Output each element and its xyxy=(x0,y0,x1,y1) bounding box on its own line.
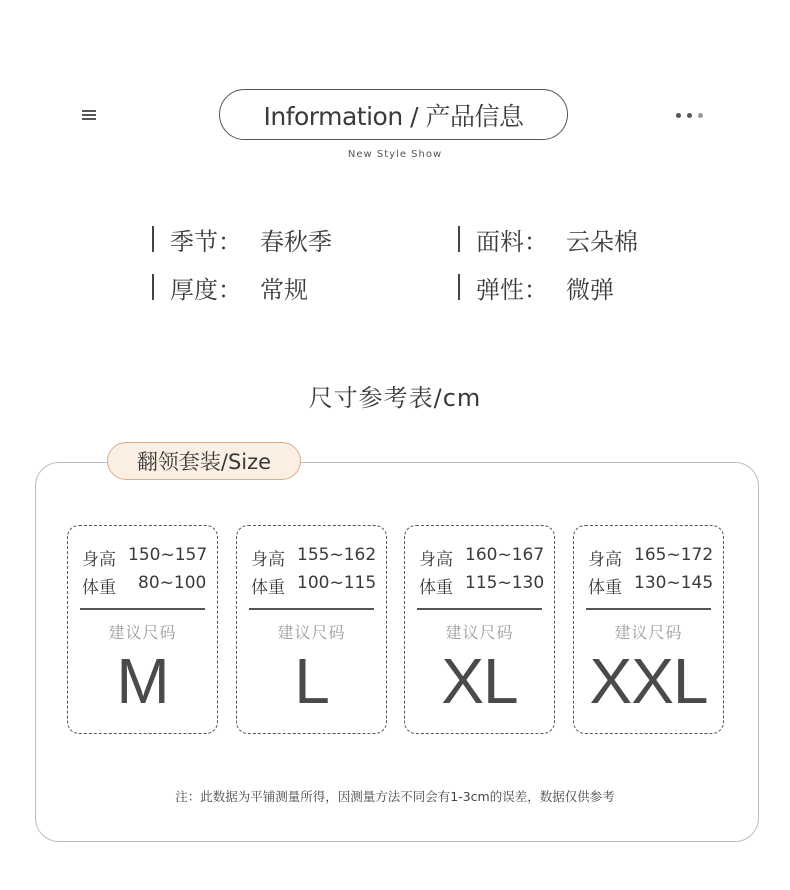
attribute-fabric xyxy=(458,222,638,256)
size-hint: 建议尺码 xyxy=(277,623,346,642)
attribute-thickness xyxy=(152,270,308,304)
height-row xyxy=(251,545,378,570)
height-row xyxy=(82,545,209,570)
height-label: 身高 xyxy=(82,550,116,570)
height-range: 150~157 xyxy=(128,545,208,565)
weight-row xyxy=(82,573,209,598)
size-table-title: 尺寸参考表/cm xyxy=(308,384,482,412)
size-card-xxl xyxy=(573,525,724,734)
height-row xyxy=(419,545,546,570)
weight-row xyxy=(588,573,715,598)
attribute-bar xyxy=(152,226,154,252)
size-tag xyxy=(107,442,301,480)
height-range: 165~172 xyxy=(634,545,714,565)
attribute-value: 常规 xyxy=(260,275,308,304)
size-hint: 建议尺码 xyxy=(108,623,177,642)
attribute-key: 面料： xyxy=(476,227,548,256)
weight-label: 体重 xyxy=(82,578,116,598)
height-label: 身高 xyxy=(588,550,622,570)
weight-label: 体重 xyxy=(588,578,622,598)
divider xyxy=(586,608,711,610)
attribute-key: 弹性： xyxy=(476,275,548,304)
page-title xyxy=(219,89,568,140)
weight-row xyxy=(419,573,546,598)
divider xyxy=(417,608,542,610)
weight-label: 体重 xyxy=(419,578,453,598)
more-dots-icon xyxy=(676,113,716,121)
attribute-value: 微弹 xyxy=(566,275,614,304)
attribute-bar xyxy=(458,274,460,300)
weight-range: 115~130 xyxy=(465,573,545,593)
size-card-xl xyxy=(404,525,555,734)
size-value: M xyxy=(116,645,169,717)
size-hint: 建议尺码 xyxy=(614,623,683,642)
attribute-value: 春秋季 xyxy=(260,227,332,256)
weight-label: 体重 xyxy=(251,578,285,598)
measurement-note: 注：此数据为平铺测量所得，因测量方法不同会有1-3cm的误差，数据仅供参考 xyxy=(175,789,615,804)
height-range: 155~162 xyxy=(297,545,377,565)
size-value: XL xyxy=(441,645,518,717)
attribute-season xyxy=(152,222,332,256)
attribute-key: 季节： xyxy=(170,227,242,256)
height-row xyxy=(588,545,715,570)
attribute-elasticity xyxy=(458,270,614,304)
weight-row xyxy=(251,573,378,598)
size-card-m xyxy=(67,525,218,734)
weight-range: 80~100 xyxy=(138,573,207,593)
attribute-key: 厚度： xyxy=(170,275,242,304)
menu-icon xyxy=(82,110,96,122)
attribute-bar xyxy=(152,274,154,300)
height-label: 身高 xyxy=(419,550,453,570)
page-title-text: Information / 产品信息 xyxy=(263,101,524,131)
attribute-bar xyxy=(458,226,460,252)
size-value: L xyxy=(294,645,329,717)
size-value: XXL xyxy=(589,645,708,717)
size-hint: 建议尺码 xyxy=(445,623,514,642)
subtitle: New Style Show xyxy=(347,149,443,160)
size-tag-text: 翻领套装/Size xyxy=(136,450,272,474)
attribute-value: 云朵棉 xyxy=(566,227,638,256)
size-card-l xyxy=(236,525,387,734)
height-range: 160~167 xyxy=(465,545,545,565)
divider xyxy=(249,608,374,610)
divider xyxy=(80,608,205,610)
weight-range: 100~115 xyxy=(297,573,377,593)
height-label: 身高 xyxy=(251,550,285,570)
weight-range: 130~145 xyxy=(634,573,714,593)
